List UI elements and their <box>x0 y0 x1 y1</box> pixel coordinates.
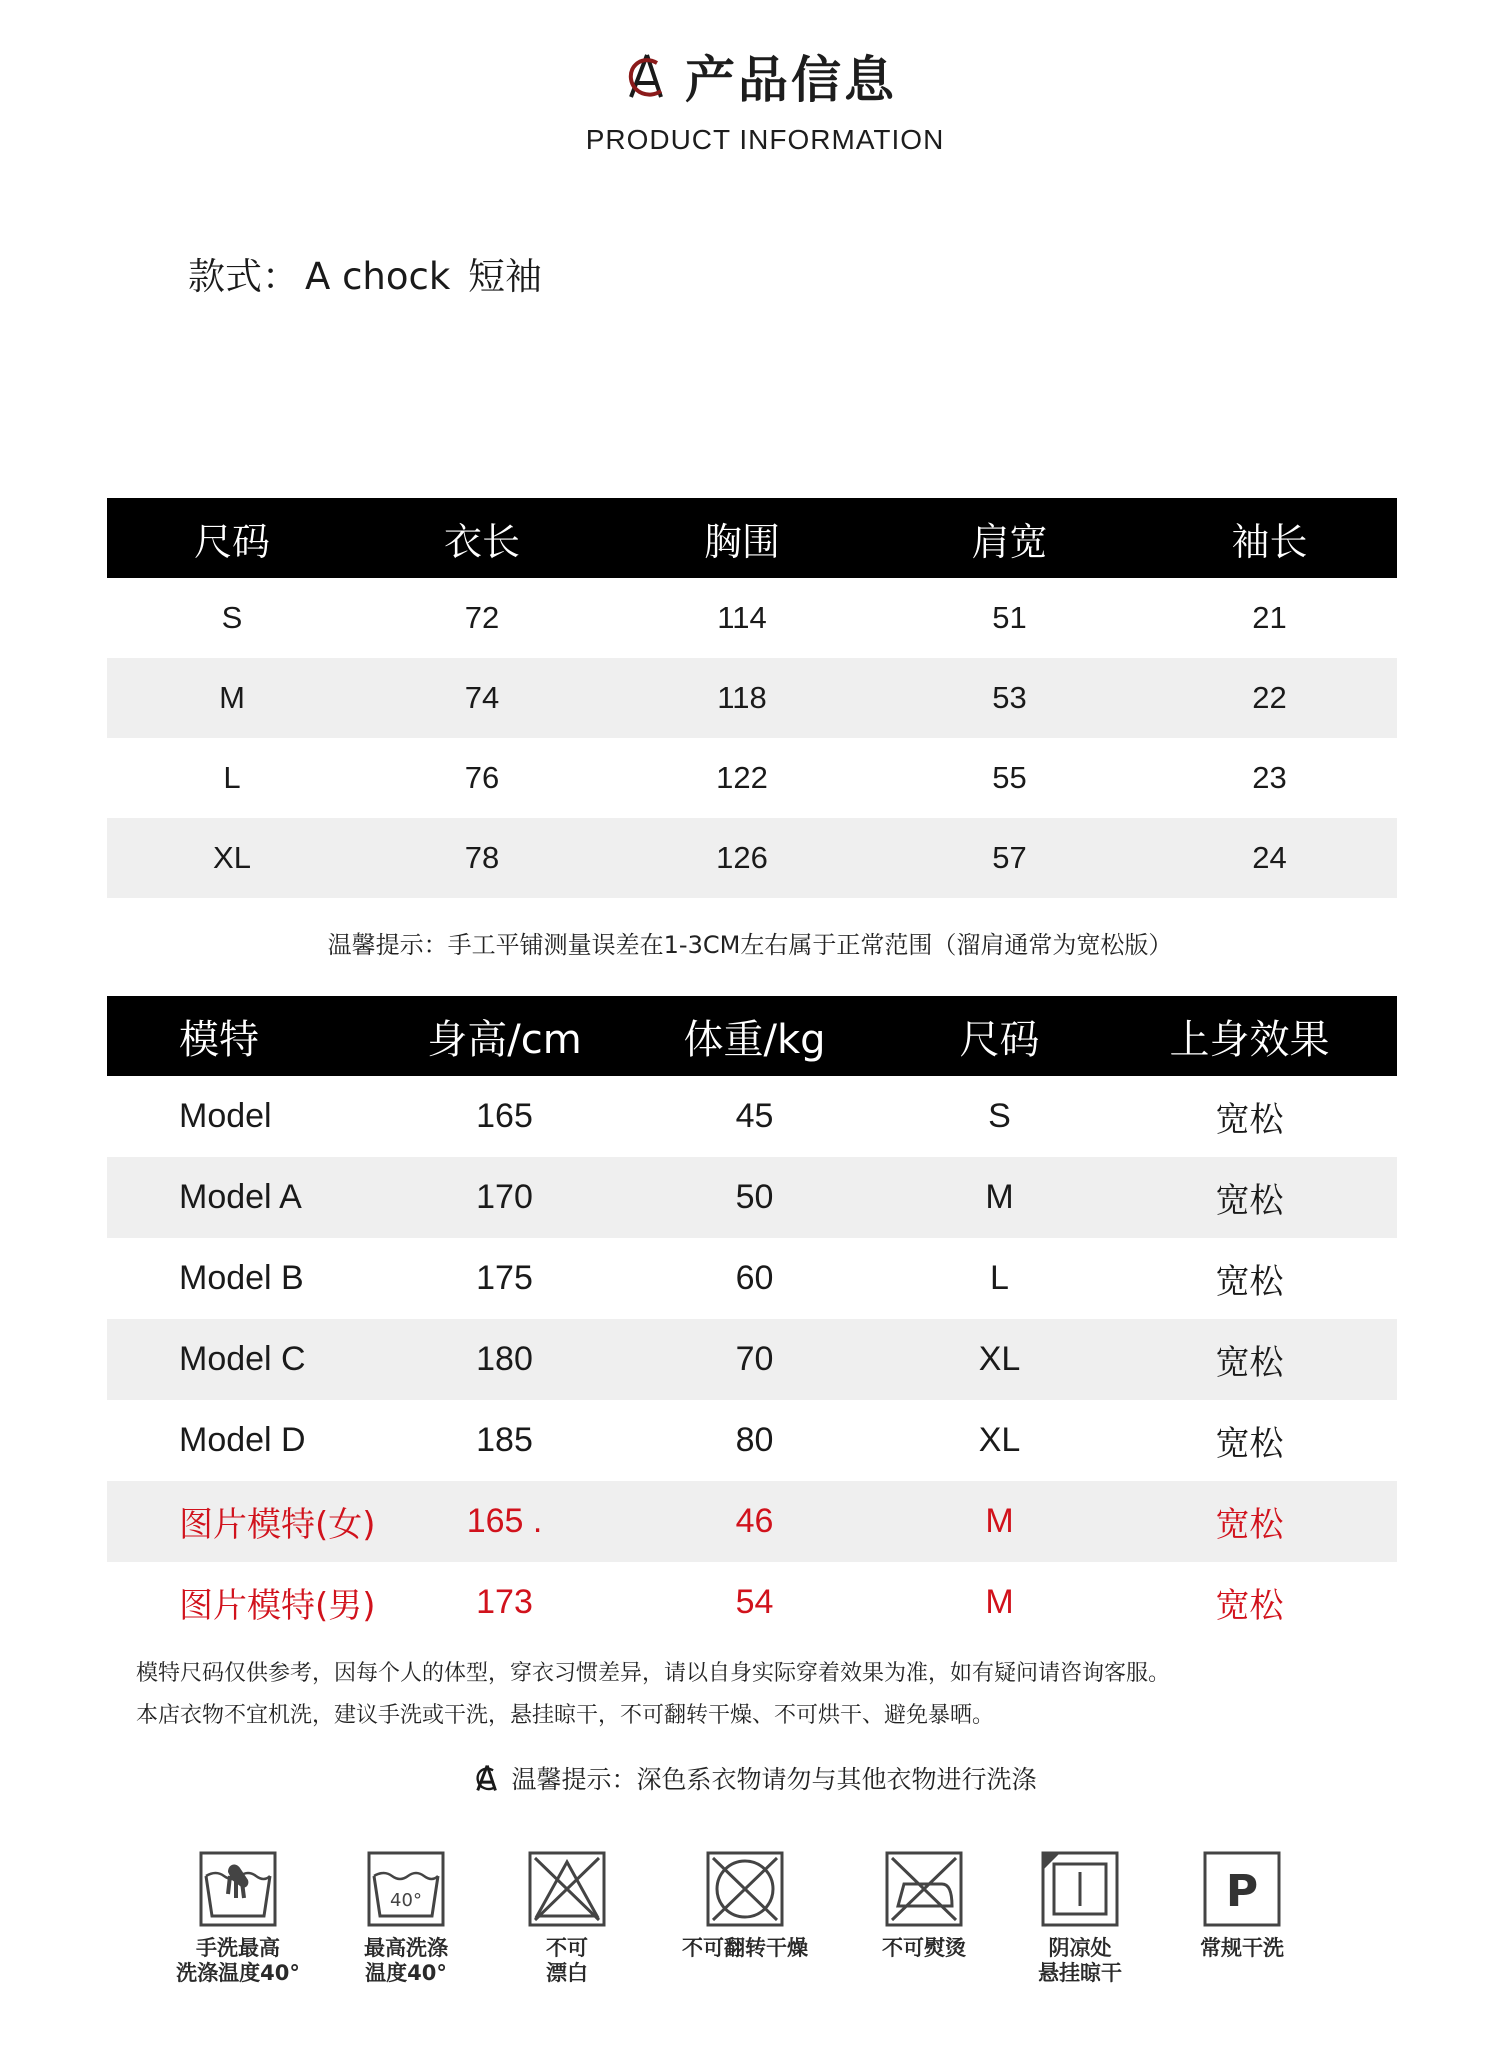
size-header-length: 衣长 <box>443 519 520 564</box>
model-cell: Model C <box>179 1340 306 1378</box>
sleeve-cell: 23 <box>1252 760 1287 795</box>
table-row <box>107 658 1397 738</box>
model-header-model: 模特 <box>179 1016 259 1063</box>
size-cell: M <box>985 1583 1014 1621</box>
model-header-fit: 上身效果 <box>1169 1016 1330 1063</box>
size-header-shoulder: 肩宽 <box>971 519 1048 564</box>
model-cell: 图片模特(女) <box>179 1505 376 1545</box>
size-cell: S <box>221 600 243 635</box>
model-cell: Model <box>179 1097 272 1135</box>
size-cell: S <box>988 1097 1011 1135</box>
shoulder-cell: 57 <box>992 840 1027 875</box>
dark-color-tip <box>0 1760 1500 1796</box>
table-row <box>107 818 1397 898</box>
height-cell: 175 <box>476 1259 533 1297</box>
model-cell: 图片模特(男) <box>179 1586 376 1626</box>
care-item <box>1010 1850 1150 1986</box>
dry-clean-badge: P <box>1225 1866 1259 1917</box>
table-row <box>107 578 1397 658</box>
size-cell: M <box>219 680 245 715</box>
length-cell: 74 <box>464 680 500 715</box>
chest-cell: 126 <box>716 840 768 875</box>
sleeve-cell: 24 <box>1252 840 1287 875</box>
care-item <box>336 1850 476 1986</box>
style-name: A chock <box>305 255 451 298</box>
care-label: 温度40° <box>365 1961 447 1985</box>
page-title: 产品信息 <box>685 51 897 109</box>
model-header-weight: 体重/kg <box>683 1016 826 1063</box>
chest-cell: 122 <box>716 760 768 795</box>
style-line <box>188 246 548 300</box>
table-row <box>107 1562 1397 1643</box>
length-cell: 72 <box>464 600 500 635</box>
size-header-sleeve: 袖长 <box>1231 519 1308 564</box>
care-item <box>854 1850 994 1961</box>
care-label: 阴凉处 <box>1048 1936 1112 1960</box>
table-row <box>107 1238 1397 1319</box>
care-item <box>660 1850 830 1961</box>
page-subtitle: PRODUCT INFORMATION <box>585 124 945 155</box>
dry-clean-icon <box>1202 1850 1282 1928</box>
shoulder-cell: 51 <box>992 600 1027 635</box>
weight-cell: 60 <box>735 1259 774 1297</box>
model-cell: Model B <box>179 1259 304 1297</box>
sleeve-cell: 21 <box>1252 600 1287 635</box>
fit-cell: 宽松 <box>1215 1425 1284 1463</box>
size-cell: XL <box>978 1421 1021 1459</box>
table-row <box>107 1400 1397 1481</box>
table-row <box>107 1319 1397 1400</box>
title-line <box>0 40 1500 112</box>
no-iron-icon <box>884 1850 964 1928</box>
model-table <box>107 996 1397 1643</box>
length-cell: 78 <box>464 840 500 875</box>
fit-cell: 宽松 <box>1215 1182 1284 1220</box>
weight-cell: 80 <box>735 1421 774 1459</box>
size-cell: XL <box>213 840 251 875</box>
no-tumble-dry-icon <box>705 1850 785 1928</box>
weight-cell: 46 <box>735 1502 774 1540</box>
model-size-note: 模特尺码仅供参考，因每个人的体型，穿衣习惯差异，请以自身实际穿着效果为准，如有疑问请咨询客服。 <box>136 1661 1171 1686</box>
size-table <box>107 498 1397 898</box>
size-cell: L <box>223 760 241 795</box>
care-label: 不可熨烫 <box>882 1936 966 1960</box>
care-label: 最高洗涤 <box>364 1936 448 1960</box>
care-label: 不可 <box>546 1936 588 1960</box>
height-cell: 185 <box>476 1421 533 1459</box>
care-instructions <box>0 1850 1500 2000</box>
hand-wash-icon <box>198 1850 278 1928</box>
weight-cell: 54 <box>735 1583 774 1621</box>
table-row <box>107 1157 1397 1238</box>
dark-color-tip-text: 温馨提示：深色系衣物请勿与其他衣物进行洗涤 <box>511 1765 1037 1794</box>
height-cell: 173 <box>476 1583 533 1621</box>
shoulder-cell: 53 <box>992 680 1027 715</box>
chest-cell: 118 <box>717 680 767 715</box>
no-bleach-icon <box>527 1850 607 1928</box>
model-table-header <box>107 996 1397 1076</box>
size-header-chest: 胸围 <box>703 519 780 564</box>
table-row <box>107 1481 1397 1562</box>
length-cell: 76 <box>464 760 500 795</box>
height-cell: 165 . <box>466 1502 543 1540</box>
height-cell: 165 <box>476 1097 533 1135</box>
page-header <box>0 40 1500 156</box>
care-label: 手洗最高 <box>196 1936 280 1960</box>
table-row <box>107 1076 1397 1157</box>
size-table-header <box>107 498 1397 578</box>
ac-monogram-logo-icon <box>623 51 667 101</box>
fit-cell: 宽松 <box>1215 1344 1284 1382</box>
sleeve-cell: 22 <box>1252 680 1287 715</box>
care-item <box>168 1850 308 1986</box>
fit-cell: 宽松 <box>1215 1101 1284 1139</box>
wash-temp-badge: 40° <box>390 1890 422 1911</box>
care-label: 悬挂晾干 <box>1038 1961 1122 1985</box>
washing-note: 本店衣物不宜机洗，建议手洗或干洗，悬挂晾干，不可翻转干燥、不可烘干、避免暴晒。 <box>136 1703 995 1728</box>
model-cell: Model A <box>179 1178 302 1216</box>
size-cell: XL <box>978 1340 1021 1378</box>
style-label: 款式： <box>188 255 299 298</box>
size-header-size: 尺码 <box>193 519 270 564</box>
fit-cell: 宽松 <box>1215 1506 1284 1544</box>
weight-cell: 50 <box>735 1178 774 1216</box>
ac-monogram-logo-icon <box>473 1763 499 1793</box>
fit-cell: 宽松 <box>1215 1587 1284 1625</box>
size-cell: M <box>985 1178 1014 1216</box>
height-cell: 180 <box>476 1340 533 1378</box>
shoulder-cell: 55 <box>992 760 1027 795</box>
model-cell: Model D <box>179 1421 306 1459</box>
fit-cell: 宽松 <box>1215 1263 1284 1301</box>
care-label: 漂白 <box>546 1961 588 1985</box>
weight-cell: 45 <box>735 1097 774 1135</box>
care-item <box>1172 1850 1312 1961</box>
model-header-height: 身高/cm <box>427 1016 582 1063</box>
care-label: 不可翻转干燥 <box>682 1936 808 1960</box>
height-cell: 170 <box>476 1178 533 1216</box>
style-type: 短袖 <box>468 255 543 298</box>
line-dry-shade-icon <box>1040 1850 1120 1928</box>
measurement-tip: 温馨提示：手工平铺测量误差在1-3CM左右属于正常范围（溜肩通常为宽松版） <box>327 931 1173 959</box>
model-header-size: 尺码 <box>959 1016 1040 1063</box>
size-cell: M <box>985 1502 1014 1540</box>
table-row <box>107 738 1397 818</box>
wash-40-icon <box>366 1850 446 1928</box>
care-label: 洗涤温度40° <box>176 1961 300 1985</box>
care-item <box>502 1850 632 1986</box>
size-cell: L <box>990 1259 1009 1297</box>
weight-cell: 70 <box>735 1340 774 1378</box>
care-label: 常规干洗 <box>1200 1936 1284 1960</box>
chest-cell: 114 <box>717 600 767 635</box>
